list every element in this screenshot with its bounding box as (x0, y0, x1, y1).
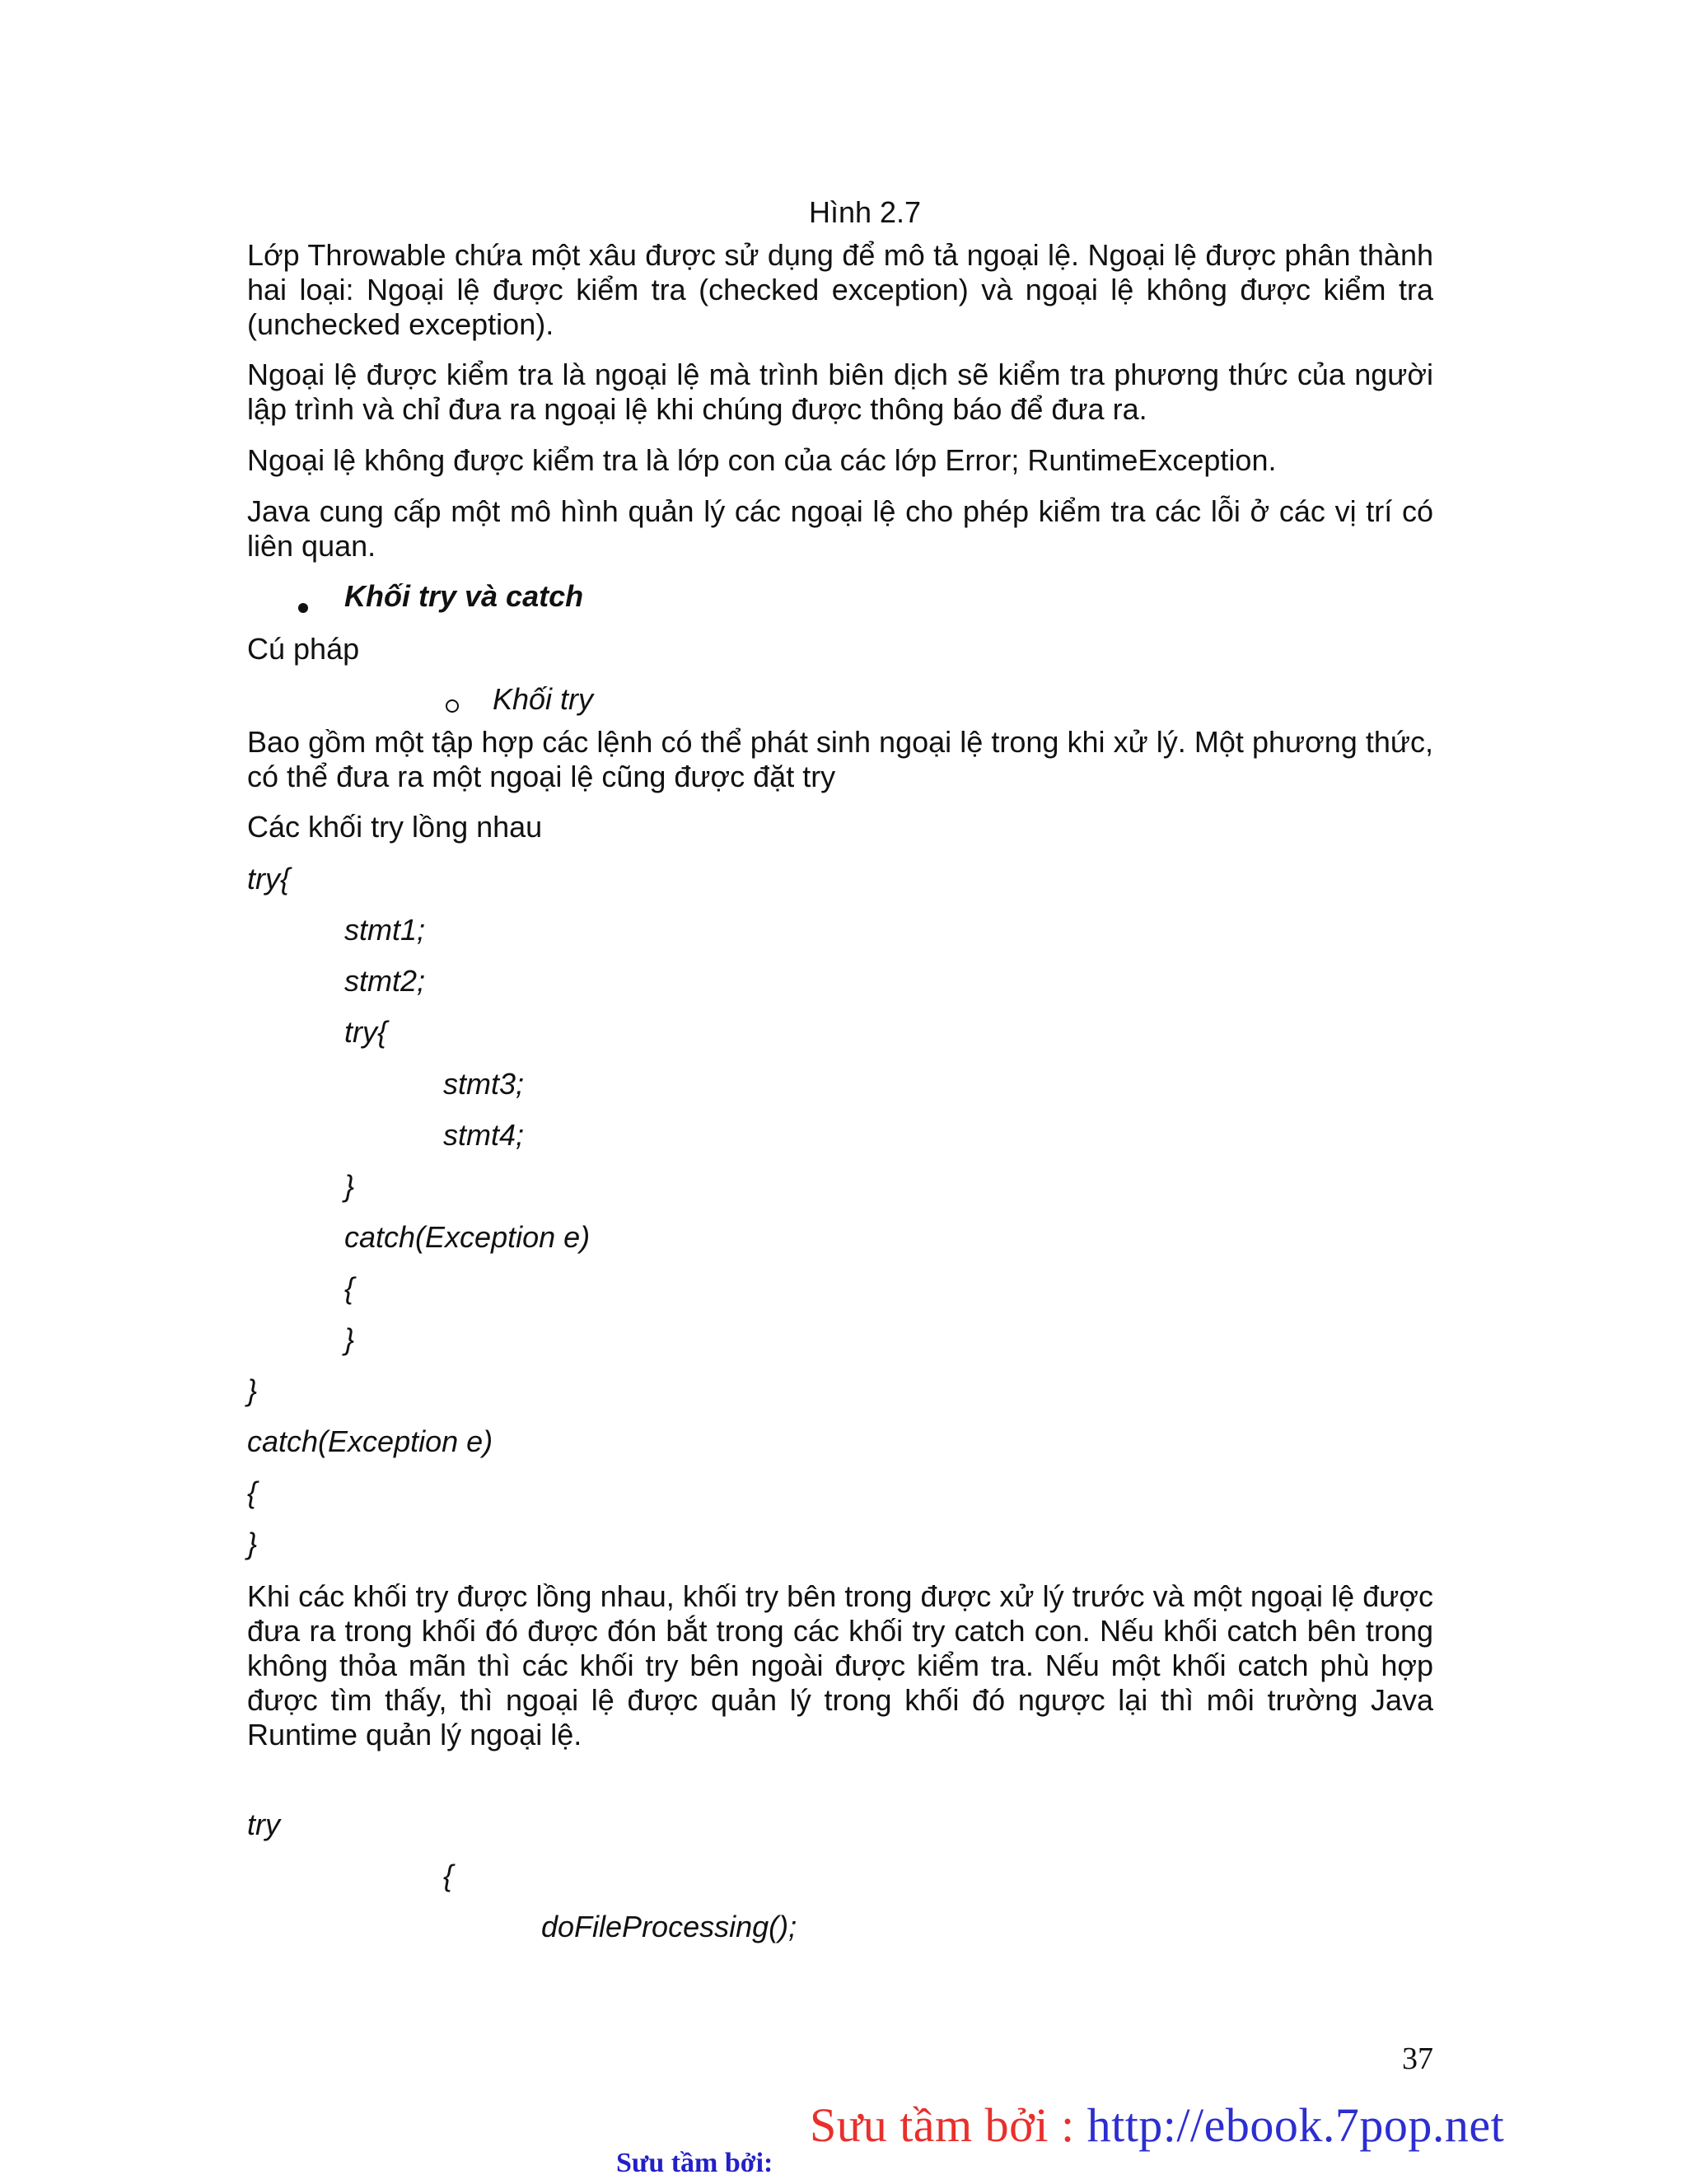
code-line: stmt1; (344, 913, 426, 947)
watermark-prefix: Sưu tầm bởi : (810, 2098, 1087, 2152)
paragraph-java-model: Java cung cấp một mô hình quản lý các ngoại lệ cho phép kiểm tra các lỗi ở các vị trí có liên quan. (247, 494, 1433, 563)
watermark-banner (810, 2099, 1504, 2152)
figure-caption: Hình 2.7 (808, 195, 922, 229)
paragraph-throwable: Lớp Throwable chứa một xâu được sử dụng để mô tả ngoại lệ. Ngoại lệ được phân thành hai loại: Ngoại lệ được kiểm tra (checked exception) và ngoại lệ không được kiểm tra (unchecked exception). (247, 238, 1433, 341)
code-line: stmt4; (443, 1118, 525, 1152)
section-heading: Khối try và catch (344, 579, 584, 613)
page-number: 37 (1402, 2041, 1433, 2076)
code-line: try (247, 1808, 280, 1841)
code-line: } (247, 1373, 258, 1407)
code-line: doFileProcessing(); (541, 1910, 797, 1943)
watermark-url: http://ebook.7pop.net (1087, 2098, 1505, 2152)
paragraph-unchecked-exception: Ngoại lệ không được kiểm tra là lớp con của các lớp Error; RuntimeException. (247, 443, 1277, 477)
code-line: stmt3; (443, 1067, 525, 1101)
paragraph-nested-explanation: Khi các khối try được lồng nhau, khối try bên trong được xử lý trước và một ngoại lệ được đưa ra trong khối đó được đón bắt trong các khối try catch con. Nếu khối catch bên trong không thỏa mãn thì các khối try bên ngoài được kiểm tra. Nếu một khối catch phù hợp được tìm thấy, thì ngoại lệ được quản lý trong khối đó ngược lại thì môi trường Java Runtime quản lý ngoại lệ. (247, 1579, 1433, 1751)
paragraph-checked-exception: Ngoại lệ được kiểm tra là ngoại lệ mà trình biên dịch sẽ kiểm tra phương thức của người lập trình và chỉ đưa ra ngoại lệ khi chúng được thông báo để đưa ra. (247, 358, 1433, 426)
credit-label: Sưu tầm bởi: (616, 2148, 773, 2178)
code-line: } (344, 1322, 355, 1356)
paragraph-try-block: Bao gồm một tập hợp các lệnh có thể phát sinh ngoại lệ trong khi xử lý. Một phương thức, có thể đưa ra một ngoại lệ cũng được đặt try (247, 725, 1433, 793)
code-line: } (344, 1169, 355, 1203)
sub-item-label: Khối try (493, 682, 594, 716)
syntax-label: Cú pháp (247, 632, 360, 666)
bullet-icon (298, 603, 308, 613)
circle-bullet-icon (446, 699, 459, 713)
code-line: try{ (247, 862, 291, 896)
code-line: { (344, 1271, 355, 1305)
code-line: stmt2; (344, 964, 426, 998)
code-line: catch(Exception e) (344, 1220, 591, 1254)
code-line: { (247, 1475, 258, 1509)
code-line: { (443, 1859, 454, 1892)
code-line: catch(Exception e) (247, 1424, 493, 1458)
code-line: try{ (344, 1015, 388, 1049)
code-line: } (247, 1527, 258, 1560)
nested-try-label: Các khối try lồng nhau (247, 810, 543, 844)
